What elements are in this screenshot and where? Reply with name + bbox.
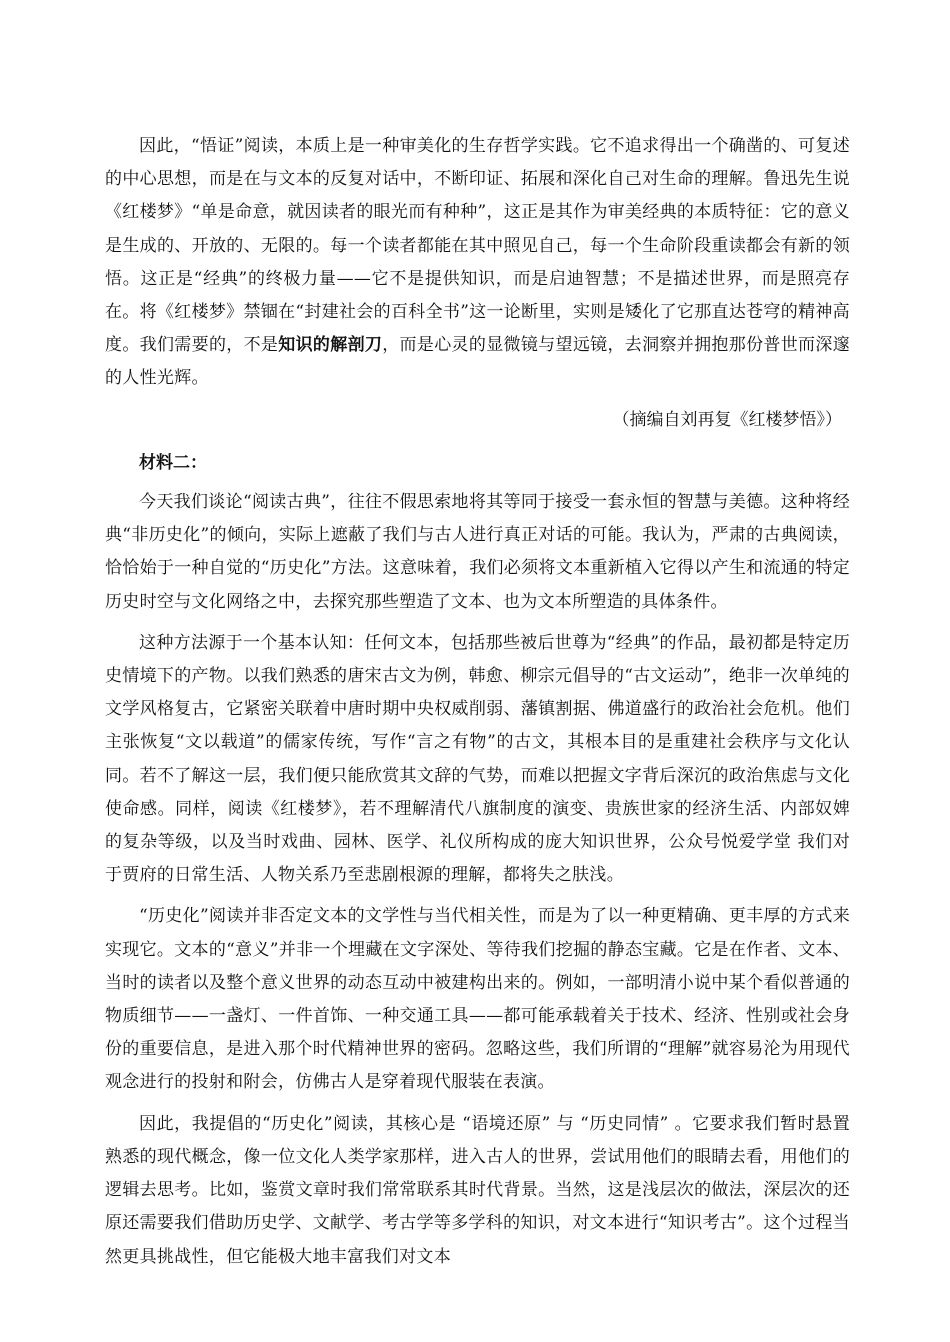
source-citation: （摘编自刘再复《红楼梦悟》） [612,409,842,430]
material-two-paragraph-3: “历史化”阅读并非否定文本的文学性与当代相关性，而是为了以一种更精确、更丰厚的方式来实现它。文本的“意义”并非一个埋藏在文字深处、等待我们挖掘的静态宝藏。它是在作者、文本、当时的读者以及整个意义世界的动态互动中被建构出来的。例如，一部明清小说中某个看似普通的物质细节——一盏灯、一件首饰、一种交通工具——都可能承载着关于技术、经济、性别或社会身份的重要信息，是进入那个时代精神世界的密码。忽略这些，我们所谓的“理解”就容易沦为用现代观念进行的投射和附会，仿佛古人是穿着现代服装在表演。 [105,906,850,1093]
section-heading: 材料二： [139,452,207,473]
material-two-paragraph-1: 今天我们谈论“阅读古典”，往往不假思索地将其等同于接受一套永恒的智慧与美德。这种将经典“非历史化”的倾向，实际上遮蔽了我们与古人进行真正对话的可能。我认为，严肃的古典阅读，恰恰始于一种自觉的“历史化”方法。这意味着，我们必须将文本重新植入它得以产生和流通的特定历史时空与文化网络之中，去探究那些塑造了文本、也为文本所塑造的具体条件。 [105,492,850,612]
document-page [105,130,850,1274]
paragraph-text-part1: 因此，“悟证”阅读，本质上是一种审美化的生存哲学实践。它不追求得出一个确凿的、可复述的中心思想，而是在与文本的反复对话中，不断印证、拓展和深化自己对生命的理解。鲁迅先生说《红楼梦》“单是命意，就因读者的眼光而有种种”，这正是其作为审美经典的本质特征：它的意义是生成的、开放的、无限的。每一个读者都能在其中照见自己，每一个生命阶段重读都会有新的领悟。这正是“经典”的终极力量——它不是提供知识，而是启迪智慧；不是描述世界，而是照亮存在。将《红楼梦》禁锢在“封建社会的百科全书”这一论断里，实则是矮化了它那直达苍穹的精神高度。我们需要的，不是 [105,136,850,356]
material-two-paragraph-4: 因此，我提倡的“历史化”阅读，其核心是 “语境还原” 与 “历史同情” 。它要求我们暂时悬置熟悉的现代概念，像一位文化人类学家那样，进入古人的世界，尝试用他们的眼睛去看，用他们的逻辑去思考。比如，鉴赏文章时我们常常联系其时代背景。当然，这是浅层次的做法，深层次的还原还需要我们借助历史学、文献学、考古学等多学科的知识，对文本进行“知识考古”。这个过程当然更具挑战性，但它能极大地丰富我们对文本 [105,1113,850,1267]
material-one-paragraph [105,130,850,396]
material-two-paragraph-2: 这种方法源于一个基本认知：任何文本，包括那些被后世尊为“经典”的作品，最初都是特定历史情境下的产物。以我们熟悉的唐宋古文为例，韩愈、柳宗元倡导的“古文运动”，绝非一次单纯的文学风格复古，它紧密关联着中唐时期中央权威削弱、藩镇割据、佛道盛行的政治社会危机。他们主张恢复“文以载道”的儒家传统，写作“言之有物”的古文，其根本目的是重建社会秩序与文化认同。若不了解这一层，我们便只能欣赏其文辞的气势，而难以把握文字背后深沉的政治焦虑与文化使命感。同样，阅读《红楼梦》，若不理解清代八旗制度的演变、贵族世家的经济生活、内部奴婢的复杂等级，以及当时戏曲、园林、医学、礼仪所构成的庞大知识世界，公众号悦爱学堂 我们对于贾府的日常生活、人物关系乃至悲剧根源的理解，都将失之肤浅。 [105,632,850,886]
paragraph-emphasis: 知识的解剖刀 [278,335,383,356]
paragraph-text-part2: ，而是心灵的显微镜与望远镜，去洞察并拥抱那份普世而深邃的人性光辉。 [105,335,851,389]
